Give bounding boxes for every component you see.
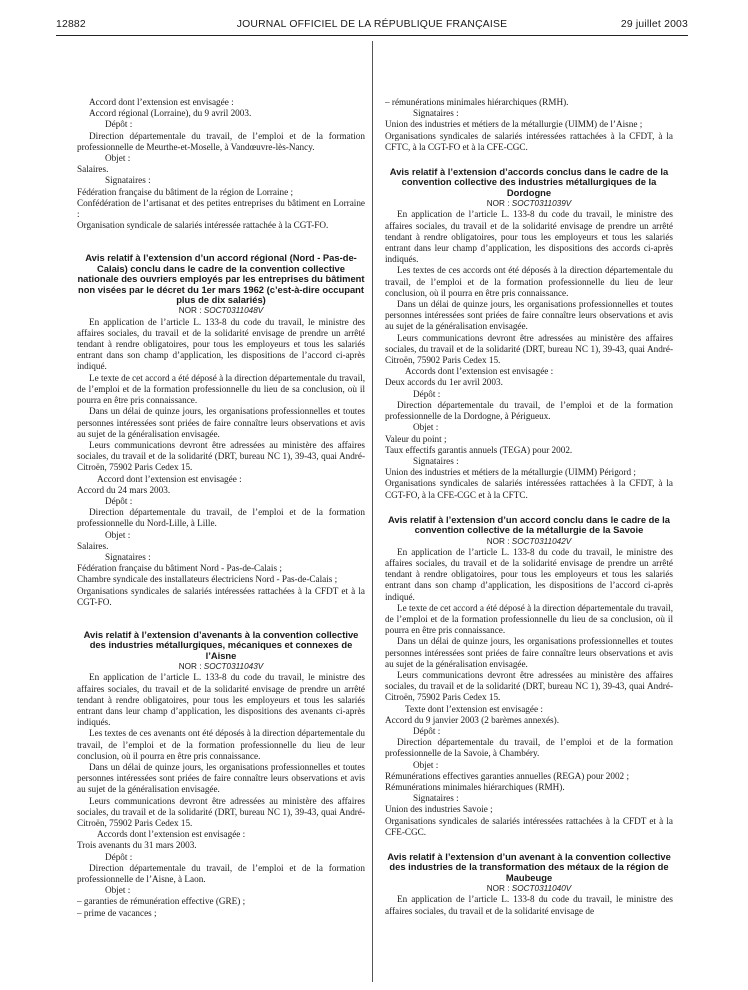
nor-label: NOR :: [486, 199, 510, 209]
label-signataires: Signataires :: [105, 175, 151, 186]
paragraph: Leurs communications devront être adressées au ministère des affaires sociales, du travail et de la solidarité (DRT, bureau NC 1), 39-43, quai André-Citroën, 75902 Paris Cedex 15.: [77, 795, 365, 829]
paragraph: Dans un délai de quinze jours, les organisations professionnelles et toutes personnes intéressées sont priées de faire connaître leurs observations et avis au sujet de la généralisation envisagée.: [77, 762, 365, 795]
depot-text: Direction départementale du travail, de l’emploi et de la formation professionnelle du Nord-Lille, à Lille.: [77, 507, 365, 529]
list-item: – prime de vacances ;: [77, 907, 157, 918]
label-accord: Accord dont l’extension est envisagée :: [89, 97, 234, 107]
label-objet: Objet :: [105, 529, 131, 540]
list-item: – rémunérations minimales hiérarchiques (RMH).: [385, 97, 569, 107]
journal-title: JOURNAL OFFICIEL DE LA RÉPUBLIQUE FRANÇAISE: [236, 19, 508, 30]
label-objet: Objet :: [413, 759, 439, 770]
label-depot: Dépôt :: [105, 851, 133, 862]
nor-reference: [77, 305, 365, 316]
issue-date: 29 juillet 2003: [620, 19, 688, 30]
notice-title: Avis relatif à l’extension d’accords conclus dans le cadre de la convention collective des industries métallurgiques de la Dordogne: [389, 166, 669, 198]
nor-code: SOCT0311040V: [511, 884, 572, 894]
signataire-2: Confédération de l’artisanat et des petites entreprises du bâtiment en Lorraine :: [77, 197, 365, 220]
label-objet: Objet :: [413, 422, 439, 433]
nor-code: SOCT0311042V: [511, 536, 572, 546]
signataire-3: Organisation syndicale de salariés intéressée rattachée à la CGT-FO.: [77, 220, 329, 231]
paragraph: Dans un délai de quinze jours, les organisations professionnelles et toutes personnes intéressées sont priées de faire connaître leurs observations et avis au sujet de la généralisation envisagée.: [385, 636, 673, 669]
signataire-1: Union des industries et métiers de la métallurgie (UIMM) de l’Aisne ;: [385, 119, 643, 130]
objet-text: Rémunérations minimales hiérarchiques (RMH).: [385, 782, 565, 792]
page-header: [56, 19, 688, 33]
label-accord: Texte dont l’extension est envisagée :: [405, 703, 543, 714]
objet-text: Valeur du point ;: [385, 433, 447, 444]
accord-text: Trois avenants du 31 mars 2003.: [77, 840, 197, 851]
label-objet: Objet :: [105, 885, 131, 896]
label-accord: Accords dont l’extension est envisagée :: [405, 366, 554, 377]
nor-reference: [385, 883, 673, 894]
page-number: 12882: [56, 19, 86, 30]
nor-reference: [77, 661, 365, 672]
label-signataires: Signataires :: [105, 551, 151, 562]
signataire-3: Organisations syndicales de salariés intéressées rattachées à la CFDT et à la CGT-FO.: [77, 585, 365, 607]
label-objet: Objet :: [105, 153, 131, 164]
paragraph: Les textes de ces accords ont été déposés à la direction départementale du travail, de l’emploi et de la formation professionnelle du lieu de leur conclusion, où il pourra en être pris connaissance.: [385, 265, 673, 298]
paragraph: Leurs communications devront être adressées au ministère des affaires sociales, du travail et de la solidarité (DRT, bureau NC 1), 39-43, quai André-Citroën, 75902 Paris Cedex 15.: [385, 332, 673, 366]
signataire-2: Chambre syndicale des installateurs électriciens Nord - Pas-de-Calais ;: [77, 574, 338, 585]
signataire-1: Fédération française du bâtiment de la région de Lorraine ;: [77, 186, 294, 197]
paragraph: Le texte de cet accord a été déposé à la direction départementale du travail, de l’emploi et de la formation professionnelle du lieu de sa conclusion, où il pourra en être pris connaissance.: [385, 602, 673, 636]
paragraph: En application de l’article L. 133-8 du code du travail, le ministre des affaires sociales, du travail et de la solidarité envisage de prendre un arrêté tendant à rendre obligatoires, pour tous les employeurs et tous les salariés entrant dans son champ d’application, les dispositions de l’accord ci-après indiqué.: [385, 546, 673, 602]
notice-title: Avis relatif à l’extension d’un avenant à la convention collective des industries de la transformation des métaux de la région de Maubeuge: [387, 851, 671, 883]
paragraph: Le texte de cet accord a été déposé à la direction départementale du travail, de l’emploi et de la formation professionnelle du lieu de sa conclusion, où il pourra en être pris connaissance.: [77, 372, 365, 406]
objet-text: Salaires.: [77, 164, 109, 175]
list-item: – garanties de rémunération effective (GRE) ;: [77, 896, 246, 907]
accord-text: Accord régional (Lorraine), du 9 avril 2003.: [89, 108, 252, 119]
label-depot: Dépôt :: [105, 495, 133, 506]
signataire-1: Union des industries et métiers de la métallurgie (UIMM) Périgord ;: [385, 467, 636, 478]
notice-title: Avis relatif à l’extension d’avenants à la convention collective des industries métallurgiques, mécaniques et connexes de l’Aisne: [83, 628, 359, 661]
paragraph: Les textes de ces avenants ont été déposés à la direction départementale du travail, de l’emploi et de la formation professionnelle du lieu de leur conclusion, où il pourra en être pris connaissance.: [77, 728, 365, 761]
paragraph: En application de l’article L. 133-8 du code du travail, le ministre des affaires sociales, du travail et de la solidarité envisage de prendre un arrêté tendant à rendre obligatoires, pour tous les employeurs et tous les salariés entrant dans son champ d’application, les dispositions de l’accord ci-après indiqué.: [77, 316, 365, 372]
signataire-2: Organisations syndicales de salariés intéressées rattachées à la CFDT, à la CGT-FO, à la CFE-CGC et à la CFTC.: [385, 478, 673, 500]
nor-label: NOR :: [486, 536, 510, 546]
label-depot: Dépôt :: [413, 725, 441, 736]
label-depot: Dépôt :: [413, 388, 441, 399]
paragraph: Leurs communications devront être adressées au ministère des affaires sociales, du travail et de la solidarité (DRT, bureau NC 1), 39-43, quai André-Citroën, 75902 Paris Cedex 15.: [385, 669, 673, 703]
accord-text: Deux accords du 1er avril 2003.: [385, 377, 503, 388]
depot-text: Direction départementale du travail, de l’emploi et de la formation professionnelle de la Savoie, à Chambéry.: [385, 737, 673, 759]
paragraph: En application de l’article L. 133-8 du code du travail, le ministre des affaires sociales, du travail et de la solidarité envisage de: [385, 894, 673, 916]
signataire-1: Union des industries Savoie ;: [385, 804, 493, 815]
depot-text: Direction départementale du travail, de l’emploi et de la formation professionnelle de la Dordogne, à Périgueux.: [385, 399, 673, 422]
paragraph: En application de l’article L. 133-8 du code du travail, le ministre des affaires sociales, du travail et de la solidarité envisage de prendre un arrêté tendant à rendre obligatoires, pour tous les employeurs et tous les salariés entrant dans leur champ d’application, les dispositions des avenants ci-après indiqués.: [77, 672, 365, 728]
nor-label: NOR :: [178, 662, 202, 672]
objet-text: Salaires.: [77, 540, 109, 551]
depot-text: Direction départementale du travail, de l’emploi et de la formation professionnelle de l’Aisne, à Laon.: [77, 862, 365, 885]
nor-label: NOR :: [486, 884, 510, 894]
nor-reference: [385, 198, 673, 209]
paragraph: En application de l’article L. 133-8 du code du travail, le ministre des affaires sociales, du travail et de la solidarité envisage de prendre un arrêté tendant à rendre obligatoires, pour tous les employeurs et tous les salariés entrant dans leur champ d’application, les dispositions des accords ci-après indiqués.: [385, 209, 673, 265]
signataire-2: Organisations syndicales de salariés intéressées rattachées à la CFDT, à la CFTC, à la CGT-FO et à la CFE-CGC.: [385, 130, 673, 152]
nor-label: NOR :: [178, 306, 202, 316]
label-signataires: Signataires :: [413, 455, 459, 466]
paragraph: Dans un délai de quinze jours, les organisations professionnelles et toutes personnes intéressées sont priées de faire connaître leurs observations et avis au sujet de la généralisation envisagée.: [385, 299, 673, 332]
nor-code: SOCT0311043V: [203, 662, 264, 672]
column-divider: [372, 41, 373, 982]
nor-reference: [385, 536, 673, 547]
right-column: [385, 97, 673, 917]
label-accord: Accords dont l’extension est envisagée :: [97, 829, 246, 840]
accord-text: Accord du 24 mars 2003.: [77, 484, 171, 495]
paragraph: Dans un délai de quinze jours, les organisations professionnelles et toutes personnes intéressées sont priées de faire connaître leurs observations et avis au sujet de la généralisation envisagée.: [77, 406, 365, 439]
nor-code: SOCT0311048V: [203, 306, 264, 316]
header-rule: [56, 35, 688, 36]
label-signataires: Signataires :: [413, 793, 459, 804]
objet-text: Taux effectifs garantis annuels (TEGA) pour 2002.: [385, 444, 573, 455]
accord-text: Accord du 9 janvier 2003 (2 barèmes annexés).: [385, 714, 559, 725]
signataire-1: Fédération française du bâtiment Nord - Pas-de-Calais ;: [77, 563, 282, 574]
paragraph: Leurs communications devront être adressées au ministère des affaires sociales, du travail et de la solidarité (DRT, bureau NC 1), 39-43, quai André-Citroën, 75902 Paris Cedex 15.: [77, 439, 365, 473]
notice-title: Avis relatif à l’extension d’un accord conclu dans le cadre de la convention collective de la métallurgie de la Savoie: [387, 513, 671, 536]
label-accord: Accord dont l’extension est envisagée :: [97, 473, 242, 484]
label-depot: Dépôt :: [105, 119, 133, 130]
nor-code: SOCT0311039V: [511, 199, 572, 209]
signataire-2: Organisations syndicales de salariés intéressées rattachées à la CFDT et à la CFE-CGC.: [385, 815, 673, 837]
notice-title: Avis relatif à l’extension d’un accord régional (Nord - Pas-de-Calais) conclu dans le cadre de la convention collective nationale des ouvriers employés par les entreprises du bâtiment non visées par le décret du 1er mars 1962 (c’est-à-dire occupant plus de dix salariés): [77, 252, 365, 306]
depot-text: Direction départementale du travail, de l’emploi et de la formation professionnelle de Meurthe-et-Moselle, à Vandœuvre-lès-Nancy.: [77, 130, 365, 152]
left-column: [77, 97, 365, 919]
objet-text: Rémunérations effectives garanties annuelles (REGA) pour 2002 ;: [385, 770, 629, 781]
label-signataires: Signataires :: [413, 108, 459, 119]
